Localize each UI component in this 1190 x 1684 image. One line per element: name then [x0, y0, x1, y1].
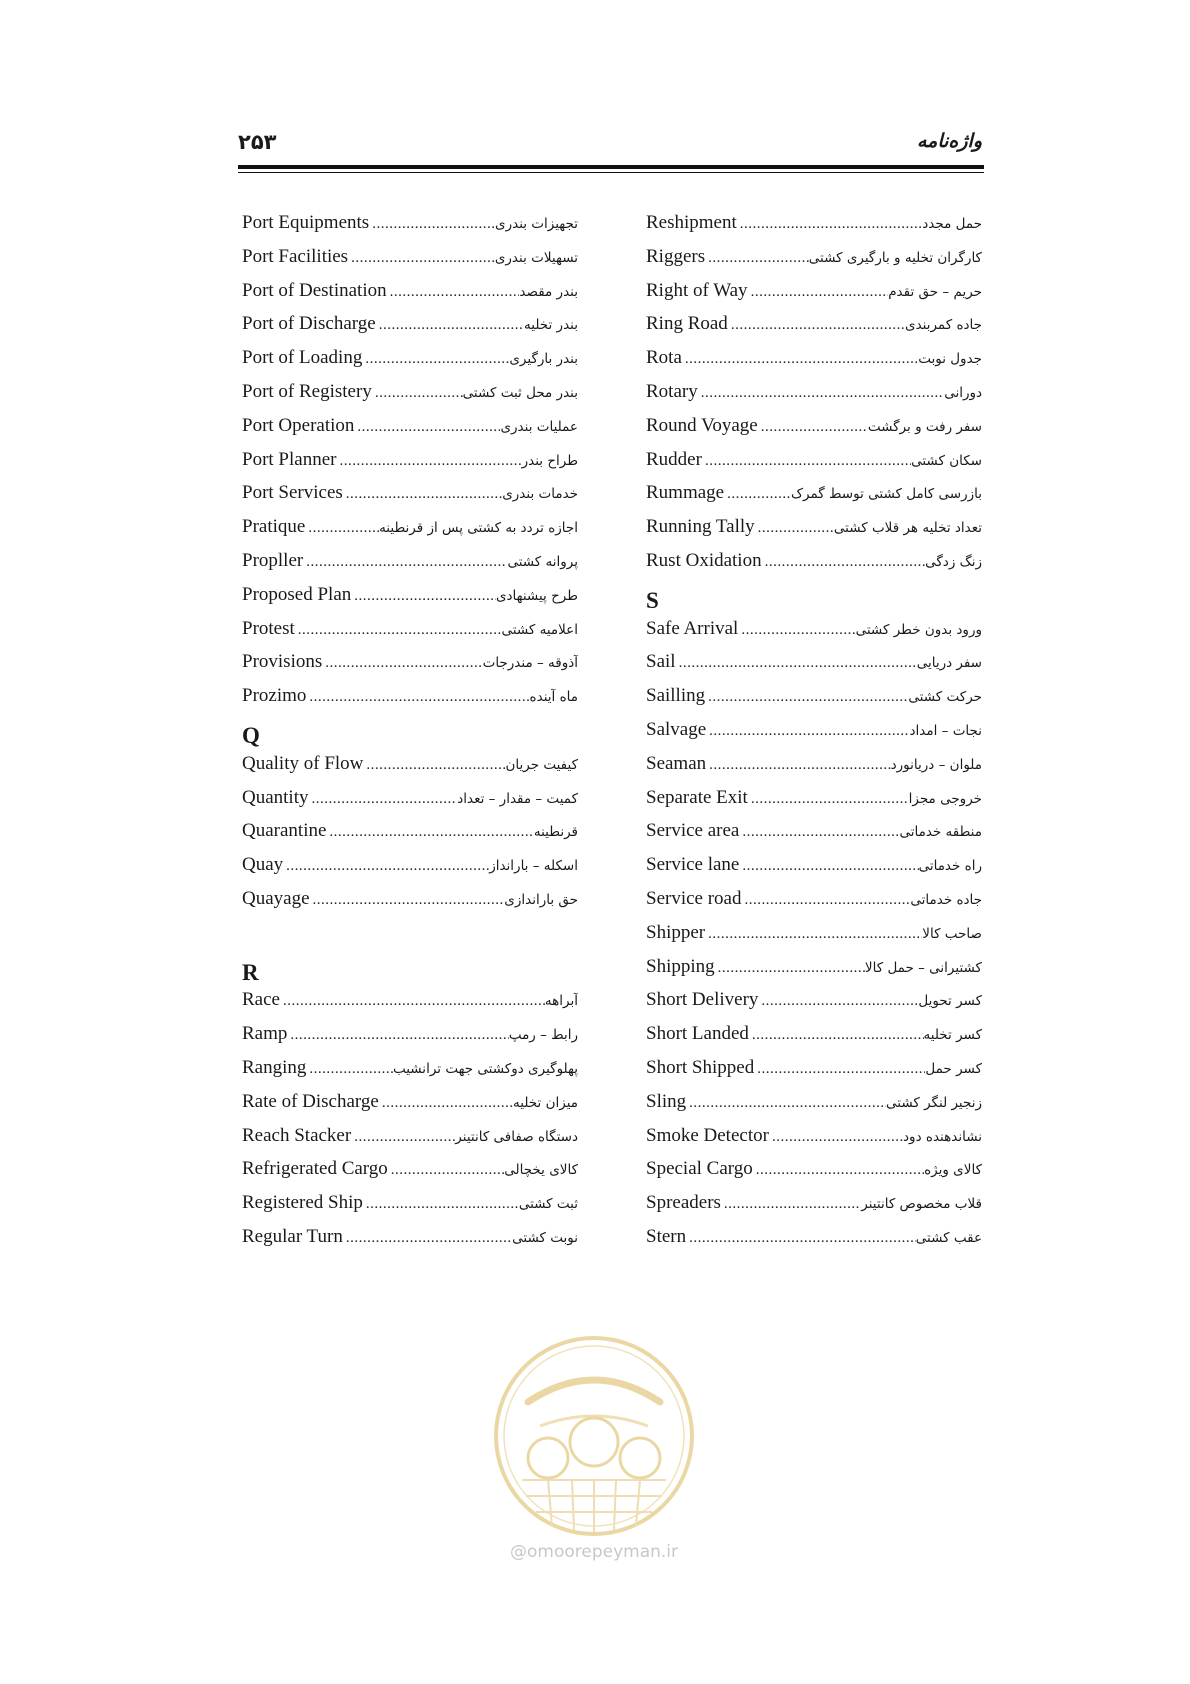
- dot-leader: [724, 486, 791, 503]
- dot-leader: [754, 1061, 925, 1078]
- dot-leader: [755, 520, 834, 537]
- entry-meaning: پهلوگیری دوکشتی جهت ترانشیب: [392, 1060, 578, 1077]
- glossary-entry: [242, 280, 578, 314]
- entry-meaning: راه خدماتی: [918, 858, 982, 875]
- entry-meaning: جدول نوبت: [918, 351, 982, 368]
- glossary-entry: [242, 550, 578, 584]
- dot-leader: [326, 824, 533, 841]
- glossary-entry: [646, 888, 982, 922]
- entry-term: Quarantine: [242, 820, 327, 842]
- dot-leader: [303, 554, 507, 571]
- page-number: ۲۵۳: [238, 130, 277, 154]
- glossary-entry: [646, 516, 982, 550]
- dot-leader: [676, 655, 917, 672]
- glossary-entry: [242, 820, 578, 854]
- entry-meaning: نوبت کشتی: [512, 1229, 578, 1246]
- entry-meaning: زنگ زدگی: [925, 553, 982, 570]
- dot-leader: [753, 1162, 924, 1179]
- dot-leader: [379, 1095, 513, 1112]
- entry-meaning: بازرسی کامل کشتی توسط گمرک: [790, 486, 982, 503]
- glossary-entry: [242, 212, 578, 246]
- entry-meaning: پروانه کشتی: [507, 553, 578, 570]
- entry-meaning: آذوقه – مندرجات: [482, 655, 578, 672]
- entry-meaning: عقب کشتی: [915, 1229, 982, 1246]
- dot-leader: [343, 486, 502, 503]
- dot-leader: [741, 892, 910, 909]
- entry-meaning: اعلامیه کشتی: [501, 621, 578, 638]
- glossary-entry: [646, 313, 982, 347]
- entry-term: Sling: [646, 1090, 687, 1112]
- dot-leader: [749, 1027, 924, 1044]
- glossary-entry: [242, 1158, 578, 1192]
- dot-leader: [721, 1196, 861, 1213]
- glossary-entry: [646, 246, 982, 280]
- entry-term: Quay: [242, 854, 284, 876]
- dot-leader: [739, 824, 899, 841]
- entry-term: Special Cargo: [646, 1158, 753, 1180]
- section-letter: S: [646, 587, 659, 613]
- entry-term: Ranging: [242, 1056, 307, 1078]
- glossary-entry: [242, 1192, 578, 1226]
- dot-leader: [705, 689, 908, 706]
- glossary-entry: [646, 753, 982, 787]
- dot-leader: [739, 858, 918, 875]
- glossary-entry: [646, 415, 982, 449]
- entry-term: Safe Arrival: [646, 617, 739, 639]
- glossary-entry: [646, 956, 982, 990]
- section-letter: R: [242, 959, 259, 985]
- glossary-entry: [242, 651, 578, 685]
- entry-meaning: کسر تخلیه: [923, 1027, 982, 1044]
- entry-term: Salvage: [646, 718, 707, 740]
- glossary-entry: [646, 1023, 982, 1057]
- glossary-column-left: [242, 212, 578, 1260]
- dot-leader: [322, 655, 482, 672]
- entry-meaning: کمیت – مقدار – تعداد: [457, 790, 578, 807]
- entry-term: Quality of Flow: [242, 752, 364, 774]
- glossary-entry: [646, 618, 982, 652]
- glossary-entry: [646, 381, 982, 415]
- entry-term: Port of Destination: [242, 279, 387, 301]
- glossary-entry: [242, 381, 578, 415]
- glossary-entry: [242, 989, 578, 1023]
- glossary-entry: [646, 719, 982, 753]
- dot-leader: [343, 1230, 512, 1247]
- entry-term: Service lane: [646, 854, 740, 876]
- entry-meaning: تعداد تخلیه هر قلاب کشتی: [833, 520, 982, 537]
- watermark-url: @omoorepeyman.ir: [509, 1542, 679, 1562]
- entry-term: Proposed Plan: [242, 583, 352, 605]
- entry-term: Short Landed: [646, 1023, 749, 1045]
- dot-leader: [388, 1162, 504, 1179]
- glossary-entry: [646, 449, 982, 483]
- dot-leader: [738, 622, 855, 639]
- entry-meaning: ورود بدون خطر کشتی: [855, 621, 982, 638]
- glossary-entry: [646, 854, 982, 888]
- page-header: [238, 130, 984, 158]
- dot-leader: [306, 689, 529, 706]
- dot-leader: [728, 317, 905, 334]
- glossary-entry: [646, 989, 982, 1023]
- header-rule-thin: [238, 172, 984, 173]
- entry-meaning: حرکت کشتی: [908, 689, 982, 706]
- dot-leader: [686, 1095, 886, 1112]
- entry-meaning: قلاب مخصوص کانتینر: [861, 1196, 982, 1213]
- entry-term: Pratique: [242, 516, 306, 538]
- entry-term: Quantity: [242, 786, 309, 808]
- entry-meaning: صاحب کالا: [922, 925, 982, 942]
- entry-meaning: حمل مجدد: [922, 216, 982, 232]
- dot-leader: [362, 351, 509, 368]
- entry-meaning: زنجیر لنگر کشتی: [886, 1094, 982, 1111]
- entry-term: Service road: [646, 887, 742, 909]
- entry-meaning: عملیات بندری: [500, 418, 578, 435]
- entry-term: Reshipment: [646, 212, 737, 233]
- glossary-entry: [646, 787, 982, 821]
- dot-leader: [758, 419, 868, 436]
- dot-leader: [698, 385, 944, 402]
- entry-meaning: کسر تحویل: [918, 993, 982, 1010]
- entry-meaning: اسکله – بارانداز: [489, 858, 578, 875]
- entry-term: Propller: [242, 549, 304, 571]
- entry-meaning: کالای ویژه: [924, 1162, 982, 1179]
- entry-term: Rummage: [646, 482, 725, 504]
- glossary-entry: [242, 854, 578, 888]
- glossary-entry: [646, 685, 982, 719]
- dot-leader: [363, 1196, 519, 1213]
- entry-meaning: سکان کشتی: [911, 452, 982, 469]
- dot-leader: [706, 723, 909, 740]
- entry-term: Port Equipments: [242, 212, 370, 233]
- entry-meaning: ماه آینده: [529, 689, 578, 706]
- glossary-entry: [646, 482, 982, 516]
- entry-meaning: قرنطینه: [533, 824, 578, 841]
- entry-term: Rate of Discharge: [242, 1090, 379, 1112]
- entry-term: Port Facilities: [242, 245, 349, 267]
- entry-term: Sailling: [646, 685, 706, 707]
- dot-leader: [748, 791, 909, 808]
- entry-term: Ramp: [242, 1023, 288, 1045]
- entry-meaning: دورانی: [944, 384, 982, 401]
- entry-meaning: خروجی مجزا: [908, 790, 982, 807]
- glossary-entry: [242, 787, 578, 821]
- glossary-entry: [242, 1226, 578, 1260]
- entry-term: Stern: [646, 1225, 687, 1247]
- entry-term: Service area: [646, 820, 740, 842]
- glossary-entry: [242, 1091, 578, 1125]
- entry-meaning: کارگران تخلیه و بارگیری کشتی: [808, 249, 982, 266]
- entry-meaning: جاده کمربندی: [905, 317, 982, 334]
- dot-leader: [748, 284, 889, 301]
- glossary-entry: [646, 820, 982, 854]
- entry-meaning: کسر حمل: [925, 1060, 982, 1077]
- dot-leader: [310, 892, 505, 909]
- dot-leader: [306, 1061, 393, 1078]
- dot-leader: [295, 622, 502, 639]
- entry-meaning: کالای یخچالی: [504, 1162, 578, 1179]
- entry-meaning: حریم – حق تقدم: [888, 283, 982, 300]
- entry-meaning: ملوان – دریانورد: [890, 756, 982, 773]
- entry-term: Rota: [646, 347, 682, 369]
- glossary-column-right: [646, 212, 982, 1260]
- entry-term: Reach Stacker: [242, 1124, 352, 1146]
- entry-term: Port Services: [242, 482, 343, 504]
- glossary-entry: [242, 516, 578, 550]
- glossary-entry: [646, 651, 982, 685]
- entry-term: Spreaders: [646, 1192, 721, 1214]
- dot-leader: [336, 453, 521, 470]
- entry-meaning: اجازه تردد به کشتی پس از قرنطینه: [379, 520, 578, 537]
- dot-leader: [376, 317, 524, 334]
- entry-meaning: نجات – امداد: [909, 722, 982, 739]
- dot-leader: [363, 757, 505, 774]
- entry-meaning: ثبت کشتی: [518, 1196, 578, 1213]
- entry-meaning: بندر بارگیری: [509, 351, 578, 368]
- entry-meaning: سفر دریایی: [916, 655, 982, 672]
- glossary-entry: [646, 550, 982, 584]
- entry-term: Short Shipped: [646, 1056, 755, 1078]
- entry-meaning: منطقه خدماتی: [899, 824, 982, 841]
- dot-leader: [305, 520, 379, 537]
- glossary-entry: [646, 1192, 982, 1226]
- watermark: [488, 1330, 700, 1570]
- entry-meaning: طراح بندر: [521, 452, 578, 469]
- entry-meaning: کشتیرانی – حمل کالا: [864, 959, 982, 976]
- dot-leader: [372, 385, 463, 402]
- entry-term: Regular Turn: [242, 1225, 343, 1247]
- entry-term: Quayage: [242, 887, 310, 909]
- entry-meaning: تجهیزات بندری: [495, 216, 578, 232]
- dot-leader: [309, 791, 458, 808]
- entry-term: Race: [242, 989, 280, 1011]
- entry-term: Prozimo: [242, 685, 307, 707]
- entry-meaning: بندر تخلیه: [524, 317, 578, 334]
- entry-meaning: خدمات بندری: [502, 486, 578, 503]
- glossary-entry: [242, 449, 578, 483]
- glossary-entry: [242, 753, 578, 787]
- entry-meaning: حق باراندازی: [504, 891, 578, 908]
- glossary-entry: [646, 347, 982, 381]
- entry-meaning: طرح پیشنهادی: [495, 587, 578, 604]
- glossary-entry: [242, 482, 578, 516]
- glossary-entry: [242, 1023, 578, 1057]
- glossary-entry: [242, 415, 578, 449]
- section-letter: Q: [242, 722, 260, 748]
- entry-term: Registered Ship: [242, 1192, 363, 1214]
- dot-leader: [280, 993, 545, 1010]
- entry-term: Port of Discharge: [242, 313, 376, 335]
- entry-term: Short Delivery: [646, 989, 759, 1011]
- entry-term: Protest: [242, 617, 295, 639]
- entry-term: Right of Way: [646, 279, 748, 301]
- entry-term: Separate Exit: [646, 786, 748, 808]
- entry-term: Sail: [646, 651, 676, 673]
- dot-leader: [682, 351, 918, 368]
- dot-leader: [287, 1027, 508, 1044]
- dot-leader: [351, 1129, 455, 1146]
- entry-term: Smoke Detector: [646, 1124, 769, 1146]
- glossary-entry: [242, 347, 578, 381]
- dot-leader: [348, 250, 495, 267]
- glossary-entry: [646, 1091, 982, 1125]
- dot-leader: [686, 1230, 916, 1247]
- header-rule-thick: [238, 165, 984, 169]
- dot-leader: [715, 960, 865, 977]
- entry-term: Running Tally: [646, 516, 755, 538]
- entry-meaning: سفر رفت و برگشت: [867, 418, 982, 435]
- dot-leader: [737, 216, 923, 233]
- entry-term: Shipping: [646, 955, 715, 977]
- dot-leader: [702, 453, 911, 470]
- dot-leader: [762, 554, 926, 571]
- watermark-logo-icon: [488, 1330, 700, 1542]
- glossary-entry: [646, 1057, 982, 1091]
- dot-leader: [354, 419, 500, 436]
- entry-term: Ring Road: [646, 313, 728, 335]
- entry-meaning: تسهیلات بندری: [494, 249, 578, 266]
- glossary-entry: [242, 888, 578, 922]
- entry-meaning: جاده خدماتی: [910, 891, 982, 908]
- dot-leader: [758, 993, 918, 1010]
- entry-term: Round Voyage: [646, 414, 758, 436]
- entry-term: Provisions: [242, 651, 323, 673]
- dot-leader: [283, 858, 489, 875]
- entry-term: Refrigerated Cargo: [242, 1158, 388, 1180]
- glossary-entry: [646, 1226, 982, 1260]
- glossary-entry: [646, 212, 982, 246]
- glossary-entry: [646, 280, 982, 314]
- entry-term: Port Operation: [242, 414, 355, 436]
- dot-leader: [706, 757, 891, 774]
- dot-leader: [705, 250, 809, 267]
- entry-meaning: رابط – رمپ: [508, 1027, 578, 1044]
- entry-term: Rudder: [646, 448, 702, 470]
- running-title: واژه‌نامه: [916, 130, 982, 152]
- entry-term: Rotary: [646, 380, 698, 402]
- entry-meaning: بندر محل ثبت کشتی: [462, 384, 578, 401]
- entry-meaning: کیفیت جریان: [505, 756, 578, 773]
- glossary-entry: [242, 685, 578, 719]
- glossary-entry: [242, 246, 578, 280]
- glossary-entry: [242, 1125, 578, 1159]
- glossary-entry: [242, 618, 578, 652]
- entry-meaning: دستگاه صفافی کانتینر: [455, 1128, 578, 1145]
- dot-leader: [769, 1129, 903, 1146]
- glossary-entry: [646, 1158, 982, 1192]
- dot-leader: [705, 926, 922, 943]
- entry-meaning: آبراهه: [544, 993, 578, 1010]
- entry-term: Port Planner: [242, 448, 337, 470]
- dot-leader: [387, 284, 520, 301]
- entry-term: Port of Loading: [242, 347, 363, 369]
- glossary-entry: [646, 1125, 982, 1159]
- section-spacer: [242, 922, 578, 956]
- entry-term: Shipper: [646, 921, 706, 943]
- entry-meaning: میزان تخلیه: [513, 1094, 578, 1111]
- entry-meaning: نشاندهنده دود: [903, 1128, 982, 1145]
- glossary-entry: [646, 922, 982, 956]
- entry-term: Seaman: [646, 752, 707, 774]
- entry-term: Rust Oxidation: [646, 549, 762, 571]
- glossary-entry: [242, 313, 578, 347]
- entry-term: Port of Registery: [242, 380, 372, 402]
- entry-meaning: بندر مقصد: [519, 283, 578, 300]
- dot-leader: [369, 216, 495, 233]
- glossary-entry: [242, 1057, 578, 1091]
- dot-leader: [351, 588, 496, 605]
- entry-term: Riggers: [646, 245, 706, 267]
- glossary-entry: [242, 584, 578, 618]
